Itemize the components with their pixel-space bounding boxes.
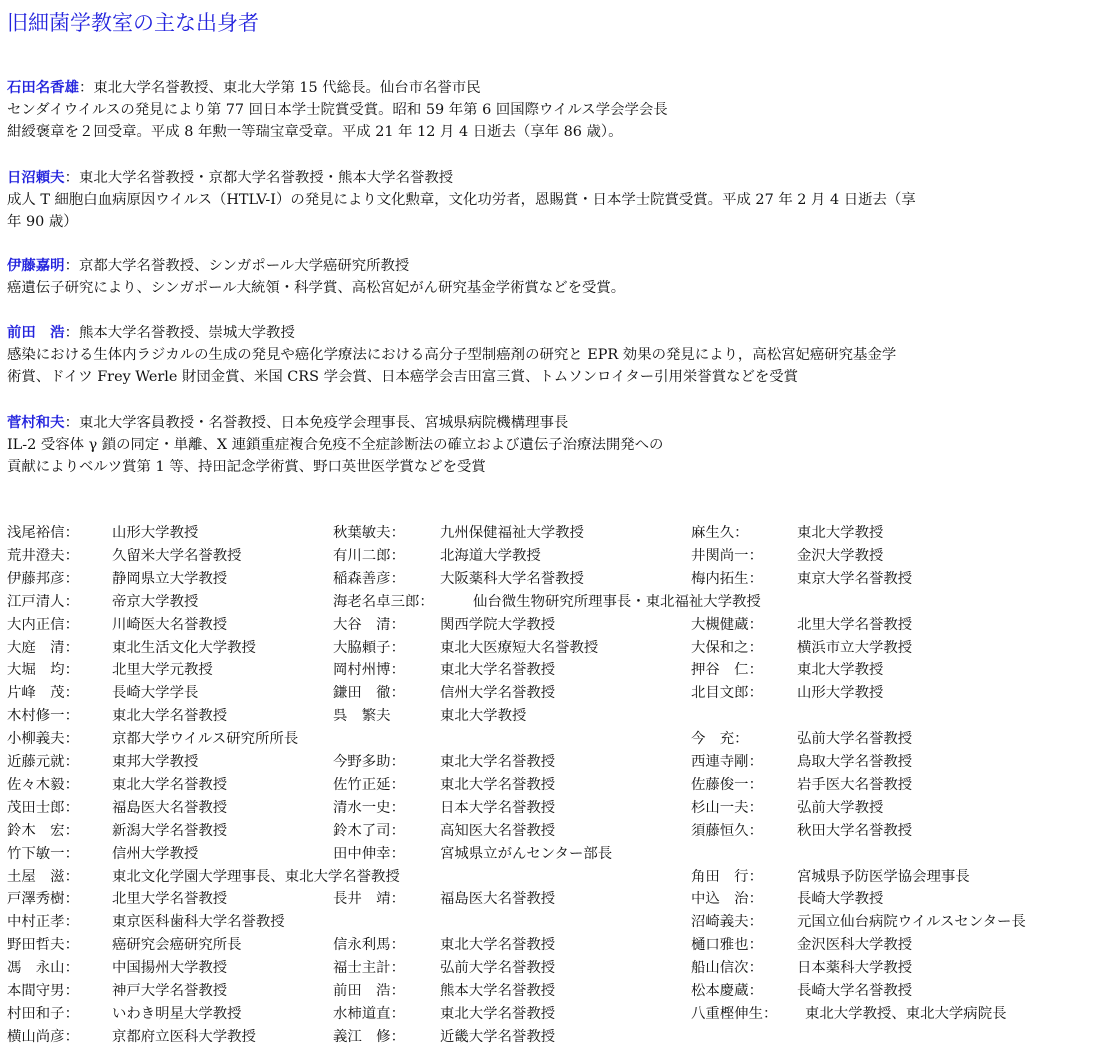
person-description-line: センダイウイルスの発見により第 77 回日本学士院賞受賞。昭和 59 年第 6 回国際ウイルス学会学会長 — [7, 102, 668, 118]
person-description-line: 感染における生体内ラジカルの生成の発見や癌化学療法における高分子型制癌剤の研究と EPR 効果の発見により，高松宮妃癌研究基金学 — [7, 347, 897, 363]
alumni-title: 山形大学教授 — [112, 525, 199, 541]
alumni-title: 東北大学名誉教授 — [440, 1005, 556, 1022]
person-name: 前田 浩 — [7, 324, 65, 341]
alumni-row — [0, 774, 1108, 797]
alumni-title: いわき明星大学教授 — [112, 1005, 242, 1022]
alumni-name: 大谷 清： — [333, 616, 405, 633]
alumni-name: 福士主計： — [333, 960, 405, 977]
alumni-row — [0, 911, 1108, 934]
alumni-name: 片峰 茂： — [7, 685, 79, 702]
alumni-row — [0, 545, 1108, 568]
alumni-title: 帝京大学教授 — [112, 593, 199, 610]
alumni-name: 大保和之： — [691, 639, 763, 656]
alumni-title: 秋田大学名誉教授 — [797, 822, 913, 839]
alumni-title: 川崎医大名誉教授 — [112, 616, 228, 633]
alumni-name: 大堀 均： — [7, 662, 79, 679]
alumni-title: 東北大学教授 — [797, 525, 884, 541]
alumni-name: 杉山一夫： — [691, 799, 763, 816]
alumni-title: 信州大学名誉教授 — [440, 685, 556, 702]
alumni-name: 佐藤俊一： — [691, 776, 763, 793]
person-description-line: 貢献によりベルツ賞第 1 等、持田記念学術賞、野口英世医学賞などを受賞 — [7, 459, 486, 475]
page-title: 旧細菌学教室の主な出身者 — [7, 11, 259, 35]
alumni-title: 金沢医科大学教授 — [797, 937, 913, 954]
alumni-row — [0, 614, 1108, 637]
alumni-title: 長崎大学教授 — [797, 891, 884, 908]
alumni-name: 大庭 清： — [7, 639, 79, 656]
alumni-title: 東北大学名誉教授 — [440, 937, 556, 954]
alumni-row — [0, 728, 1108, 751]
alumni-row — [0, 797, 1108, 820]
alumni-name: 横山尚彦： — [7, 1028, 79, 1045]
alumni-name: 荒井澄夫： — [7, 547, 79, 564]
alumni-row — [0, 1026, 1108, 1049]
alumni-row — [0, 705, 1108, 728]
alumni-row — [0, 888, 1108, 911]
alumni-name: 鈴木了司： — [333, 822, 405, 839]
alumni-name: 前田 浩： — [333, 983, 405, 999]
alumni-name: 戸澤秀樹： — [7, 891, 79, 908]
notable-person — [7, 255, 1101, 299]
alumni-name: 船山信次： — [691, 960, 763, 977]
alumni-name: 鎌田 徹： — [333, 685, 405, 702]
alumni-name: 土屋 滋： — [7, 868, 79, 885]
person-description-line: 菅村和夫：東北大学客員教授・名誉教授、日本免疫学会理事長、宮城県病院機構理事長 — [7, 414, 569, 431]
alumni-name: 中村正孝： — [7, 914, 79, 931]
alumni-title: 北海道大学教授 — [440, 547, 541, 564]
alumni-title: 東北大学名誉教授 — [112, 776, 228, 793]
alumni-row — [0, 591, 1108, 614]
alumni-title: 信州大学教授 — [112, 845, 199, 862]
alumni-name: 樋口雅也： — [691, 937, 763, 954]
alumni-title: 東北大学教授 — [797, 662, 884, 679]
alumni-title: 東北大学名誉教授 — [440, 776, 556, 793]
alumni-name: 長井 靖： — [333, 891, 405, 908]
alumni-name: 大内正信： — [7, 616, 79, 633]
person-name: 伊藤嘉明 — [7, 257, 65, 274]
alumni-name: 義江 修： — [333, 1028, 405, 1045]
alumni-row — [0, 568, 1108, 591]
alumni-title: 岩手医大名誉教授 — [797, 776, 913, 793]
alumni-title: 元国立仙台病院ウイルスセンター長 — [797, 914, 1026, 931]
person-description-line: 伊藤嘉明：京都大学名誉教授、シンガポール大学癌研究所教授 — [7, 257, 410, 274]
alumni-row — [0, 980, 1108, 1003]
alumni-name: 中込 治： — [691, 891, 763, 908]
alumni-name: 今野多助： — [333, 754, 405, 770]
alumni-title: 弘前大学教授 — [797, 799, 884, 816]
alumni-title: 宮城県予防医学協会理事長 — [797, 868, 970, 885]
alumni-title: 東北文化学園大学理事長、東北大学名誉教授 — [112, 868, 400, 885]
alumni-title: 東北大医療短大名誉教授 — [440, 639, 599, 656]
alumni-name: 田中伸幸： — [333, 845, 405, 862]
alumni-name: 押谷 仁： — [691, 662, 763, 679]
alumni-title: 久留米大学名誉教授 — [112, 547, 242, 564]
alumni-name: 佐竹正延： — [333, 776, 405, 793]
alumni-title: 京都府立医科大学教授 — [112, 1028, 256, 1045]
alumni-row — [0, 637, 1108, 660]
alumni-title: 弘前大学名誉教授 — [440, 960, 556, 977]
alumni-title: 北里大学名誉教授 — [797, 616, 913, 633]
notable-person — [7, 77, 1101, 143]
alumni-name: 鈴木 宏： — [7, 822, 79, 839]
alumni-name: 大槻健蔵： — [691, 616, 763, 633]
alumni-title: 横浜市立大学教授 — [797, 639, 913, 656]
person-name: 石田名香雄 — [7, 79, 79, 96]
alumni-title: 静岡県立大学教授 — [112, 570, 228, 587]
person-description-line: 前田 浩：熊本大学名誉教授、崇城大学教授 — [7, 324, 295, 341]
alumni-name: 大脇頼子： — [333, 639, 405, 656]
alumni-title: 近畿大学名誉教授 — [440, 1028, 556, 1045]
alumni-row — [0, 843, 1108, 866]
alumni-name: 西連寺剛： — [691, 754, 763, 770]
alumni-title: 山形大学教授 — [797, 685, 884, 702]
alumni-name: 梅内拓生： — [691, 570, 763, 587]
alumni-title: 大阪薬科大学名誉教授 — [440, 570, 584, 587]
notable-person — [7, 167, 1101, 233]
alumni-row — [0, 522, 1108, 545]
alumni-name: 清水一史： — [333, 799, 405, 816]
alumni-title: 京都大学ウイルス研究所所長 — [112, 731, 299, 748]
alumni-name: 海老名卓三郎： — [333, 593, 434, 610]
alumni-title: 弘前大学名誉教授 — [797, 731, 913, 748]
alumni-title: 新潟大学名誉教授 — [112, 822, 228, 839]
alumni-title: 長崎大学学長 — [112, 685, 199, 702]
alumni-name: 信永利馬： — [333, 937, 405, 954]
person-name: 菅村和夫 — [7, 414, 65, 431]
alumni-name: 須藤恒久： — [691, 822, 763, 839]
alumni-row — [0, 751, 1108, 774]
alumni-title: 東北大学名誉教授 — [112, 708, 228, 725]
alumni-name: 井関尚一： — [691, 547, 763, 564]
alumni-title: 仙台微生物研究所理事長・東北福祉大学教授 — [473, 593, 761, 610]
alumni-name: 村田和子： — [7, 1005, 79, 1022]
alumni-title: 東北大学教授、東北大学病院長 — [805, 1005, 1007, 1022]
alumni-name: 松本慶蔵： — [691, 983, 763, 999]
notable-person — [7, 322, 1101, 388]
alumni-name: 水柿道直： — [333, 1005, 405, 1022]
person-description-line: IL-2 受容体 γ 鎖の同定・単離、X 連鎖重症複合免疫不全症診断法の確立および遺伝子治療法開発への — [7, 437, 664, 453]
alumni-title: 日本薬科大学教授 — [797, 960, 913, 977]
person-name: 日沼頼夫 — [7, 169, 65, 186]
person-description-line: 日沼頼夫：東北大学名誉教授・京都大学名誉教授・熊本大学名誉教授 — [7, 169, 454, 186]
alumni-name: 木村修一： — [7, 708, 79, 725]
alumni-title: 東北大学名誉教授 — [440, 662, 556, 679]
alumni-row — [0, 866, 1108, 889]
alumni-row — [0, 1003, 1108, 1026]
alumni-name: 麻生久： — [691, 525, 749, 541]
alumni-title: 日本大学名誉教授 — [440, 799, 556, 816]
alumni-name: 角田 行： — [691, 868, 763, 885]
alumni-title: 九州保健福祉大学教授 — [440, 525, 584, 541]
alumni-title: 高知医大名誉教授 — [440, 822, 556, 839]
person-description-line: 術賞、ドイツ Frey Werle 財団金賞、米国 CRS 学会賞、日本癌学会吉田富三賞、トムソンロイター引用栄誉賞などを受賞 — [7, 369, 799, 385]
alumni-row — [0, 659, 1108, 682]
person-description-line: 成人 T 細胞白血病原因ウイルス（HTLV-I）の発見により文化勲章，文化功労者，恩賜賞・日本学士院賞受賞。平成 27 年 2 月 4 日逝去（享 — [7, 192, 916, 208]
person-description-line: 年 90 歳） — [7, 214, 78, 230]
alumni-name: 八重樫伸生： — [691, 1005, 778, 1022]
alumni-name: 秋葉敏夫： — [333, 525, 405, 541]
alumni-title: 鳥取大学名誉教授 — [797, 754, 913, 770]
alumni-name: 近藤元就： — [7, 754, 79, 770]
alumni-name: 沼崎義夫： — [691, 914, 763, 931]
alumni-title: 癌研究会癌研究所長 — [112, 937, 242, 954]
alumni-name: 茂田士郎： — [7, 799, 79, 816]
alumni-name: 江戸清人： — [7, 593, 79, 610]
alumni-name: 北目文郎： — [691, 685, 763, 702]
alumni-name: 稲森善彦： — [333, 570, 405, 587]
alumni-title: 東北大学名誉教授 — [440, 754, 556, 770]
alumni-name: 馮 永山： — [7, 960, 79, 977]
alumni-title: 福島医大名誉教授 — [112, 799, 228, 816]
alumni-name: 本間守男： — [7, 983, 79, 999]
alumni-name: 浅尾裕信： — [7, 525, 79, 541]
alumni-title: 長崎大学名誉教授 — [797, 983, 913, 999]
alumni-title: 東北大学教授 — [440, 708, 527, 725]
alumni-name: 今 充： — [691, 731, 749, 748]
alumni-title: 金沢大学教授 — [797, 547, 884, 564]
alumni-name: 小柳義夫： — [7, 731, 79, 748]
person-description-line: 紺綬褒章を２回受章。平成 8 年勲一等瑞宝章受章。平成 21 年 12 月 4 日逝去（享年 86 歳）。 — [7, 124, 623, 140]
alumni-row — [0, 820, 1108, 843]
alumni-name: 佐々木毅： — [7, 776, 79, 793]
person-description-line: 癌遺伝子研究により、シンガポール大統領・科学賞、高松宮妃がん研究基金学術賞などを受賞。 — [7, 280, 626, 296]
alumni-row — [0, 682, 1108, 705]
alumni-name: 呉 繁夫 — [333, 708, 391, 725]
notable-person — [7, 412, 1101, 478]
alumni-row — [0, 934, 1108, 957]
alumni-title: 宮城県立がんセンター部長 — [440, 845, 613, 862]
alumni-title: 東京医科歯科大学名誉教授 — [112, 914, 285, 931]
alumni-title: 東北生活文化大学教授 — [112, 639, 256, 656]
alumni-title: 東邦大学教授 — [112, 754, 199, 770]
alumni-title: 東京大学名誉教授 — [797, 570, 913, 587]
alumni-name: 伊藤邦彦： — [7, 570, 79, 587]
alumni-title: 中国揚州大学教授 — [112, 960, 228, 977]
alumni-title: 福島医大名誉教授 — [440, 891, 556, 908]
alumni-name: 野田哲夫： — [7, 937, 79, 954]
alumni-title: 北里大学元教授 — [112, 662, 213, 679]
alumni-title: 神戸大学名誉教授 — [112, 983, 228, 999]
alumni-name: 岡村州博： — [333, 662, 405, 679]
person-description-line: 石田名香雄：東北大学名誉教授、東北大学第 15 代総長。仙台市名誉市民 — [7, 79, 481, 96]
alumni-title: 熊本大学名誉教授 — [440, 983, 556, 999]
alumni-name: 有川二郎： — [333, 547, 405, 564]
alumni-title: 関西学院大学教授 — [440, 616, 556, 633]
alumni-name: 竹下敏一： — [7, 845, 79, 862]
alumni-row — [0, 957, 1108, 980]
alumni-title: 北里大学名誉教授 — [112, 891, 228, 908]
